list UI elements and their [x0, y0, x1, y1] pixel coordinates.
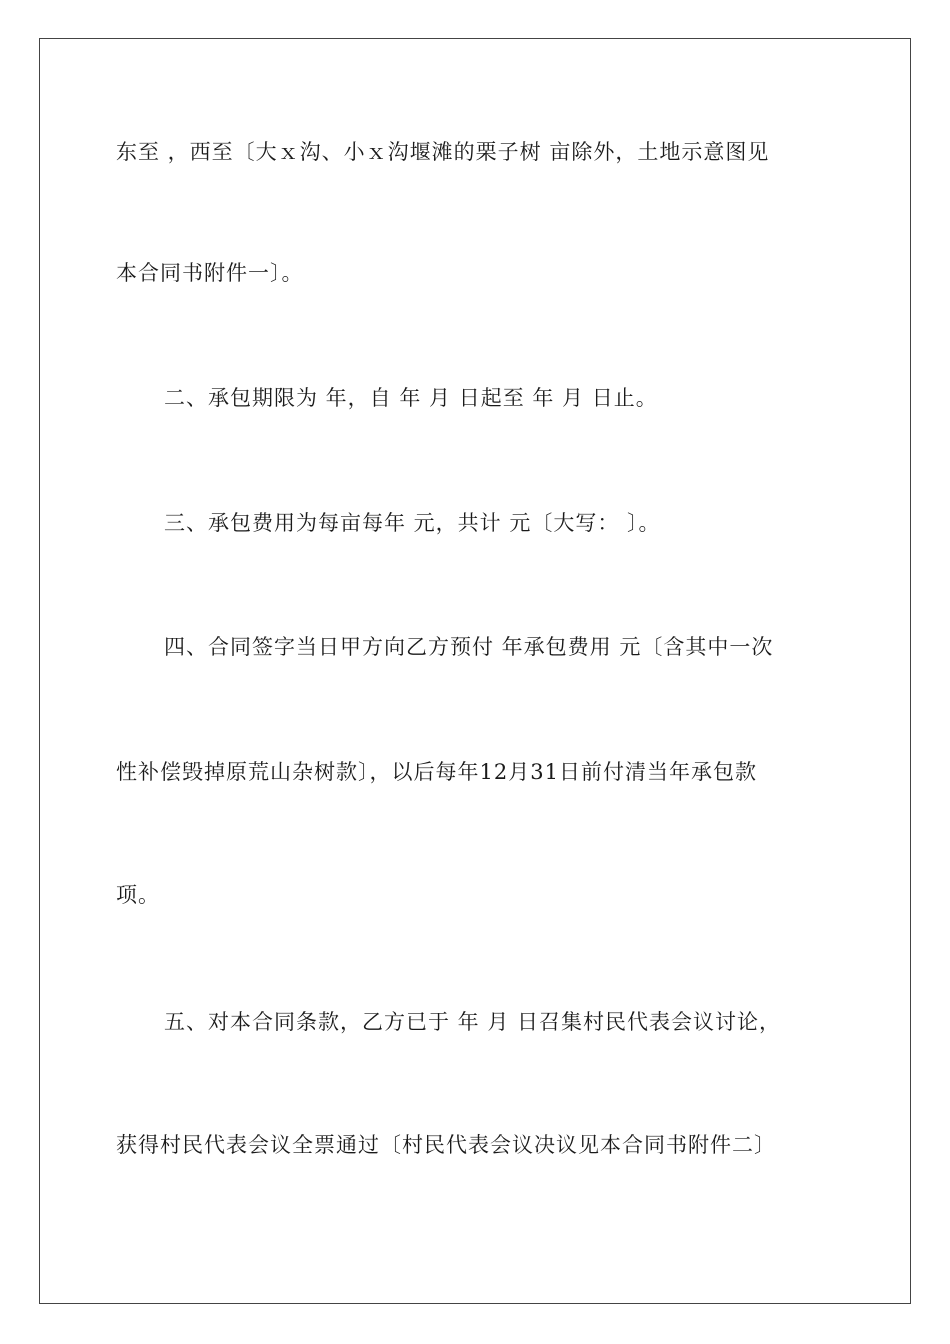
- clause-2: 二、承包期限为 年，自 年 月 日起至 年 月 日止。: [164, 386, 658, 410]
- text-line-7: 项。: [116, 883, 160, 907]
- page-frame: [39, 38, 911, 1304]
- text-line-1: 东至 ，西至〔大ｘ沟、小ｘ沟堰滩的栗子树 亩除外，土地示意图见: [116, 140, 770, 164]
- text-line-6: 性补偿毁掉原荒山杂树款〕，以后每年12月31日前付清当年承包款: [116, 760, 757, 784]
- text-line-2: 本合同书附件一〕。: [116, 261, 304, 285]
- text-line-9: 获得村民代表会议全票通过〔村民代表会议决议见本合同书附件二〕: [116, 1133, 776, 1157]
- clause-3: 三、承包费用为每亩每年 元，共计 元〔大写： 〕。: [164, 511, 661, 535]
- clause-5: 五、对本合同条款，乙方已于 年 月 日召集村民代表会议讨论，: [164, 1010, 782, 1034]
- clause-4: 四、合同签字当日甲方向乙方预付 年承包费用 元〔含其中一次: [164, 635, 774, 659]
